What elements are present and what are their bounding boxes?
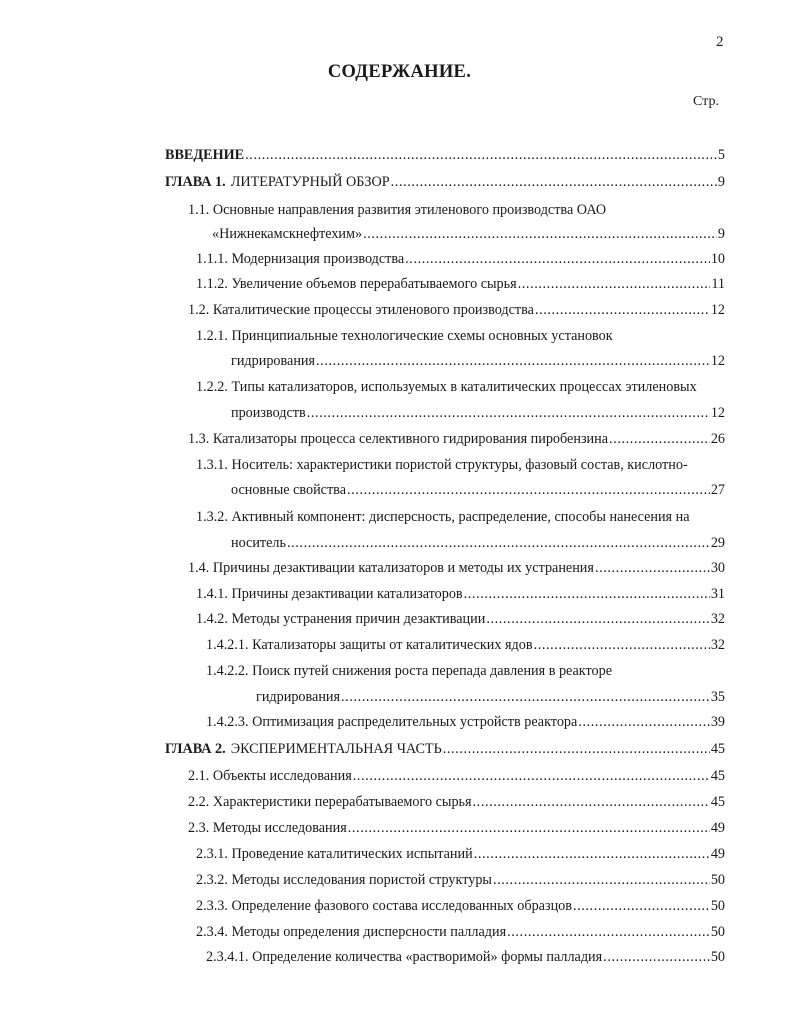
- toc-entry: [206, 711, 725, 733]
- toc-entry-number: ГЛАВА 2.: [165, 741, 226, 757]
- toc-entry-page: 32: [710, 611, 725, 627]
- leader-dots: [405, 248, 710, 270]
- leader-dots: [493, 869, 710, 891]
- toc-entry-text: 1.1.1. Модернизация производства: [196, 251, 405, 267]
- page-title: СОДЕРЖАНИЕ.: [327, 62, 472, 82]
- leader-dots: [347, 479, 710, 501]
- toc-entry-text: 1.4.1. Причины дезактивации катализаторов: [196, 586, 463, 602]
- toc-entry: [196, 583, 725, 605]
- leader-dots: [578, 711, 710, 733]
- toc-entry-page: 45: [710, 768, 725, 784]
- toc-entry-text: ЛИТЕРАТУРНЫЙ ОБЗОР: [230, 174, 390, 190]
- toc-entry-page: 12: [710, 405, 725, 421]
- toc-entry-page: 5: [717, 147, 725, 163]
- leader-dots: [287, 532, 710, 554]
- toc-entry-text: 2.3.3. Определение фазового состава исследованных образцов: [196, 898, 572, 914]
- toc-entry-page: 31: [710, 586, 725, 602]
- toc-entry: [188, 817, 725, 839]
- toc-entry-page: 39: [710, 714, 725, 730]
- toc-entry-text: 2.3.4.1. Определение количества «растворимой» формы палладия: [206, 949, 603, 965]
- toc-entry-text: 1.4. Причины дезактивации катализаторов и методы их устранения: [188, 560, 594, 576]
- leader-dots: [573, 895, 710, 917]
- toc-entry-first-line: 1.1. Основные направления развития этиленового производства ОАО: [188, 202, 607, 218]
- toc-entry: [165, 738, 725, 760]
- leader-dots: [474, 843, 710, 865]
- leader-dots: [443, 738, 710, 760]
- leader-dots: [595, 557, 710, 579]
- toc-entry: [256, 686, 725, 708]
- toc-entry-page: 50: [710, 898, 725, 914]
- page-column-label: Стр.: [693, 94, 719, 109]
- toc-entry-page: 12: [710, 302, 725, 318]
- leader-dots: [245, 144, 717, 166]
- toc-entry: [196, 273, 725, 295]
- toc-entry-page: 50: [710, 949, 725, 965]
- toc-entry-text: ЭКСПЕРИМЕНТАЛЬНАЯ ЧАСТЬ: [230, 741, 442, 757]
- toc-entry-page: 12: [710, 353, 725, 369]
- toc-entry: [188, 299, 725, 321]
- toc-entry: [196, 843, 725, 865]
- toc-entry-text: 1.2. Каталитические процессы этиленового производства: [188, 302, 534, 318]
- toc-entry: [231, 532, 725, 554]
- toc-entry-page: 10: [710, 251, 725, 267]
- toc-entry-page: 45: [710, 741, 725, 757]
- toc-entry: [196, 895, 725, 917]
- toc-entry: [196, 608, 725, 630]
- toc-entry-text: 1.3. Катализаторы процесса селективного гидрирования пиробензина: [188, 431, 609, 447]
- toc-entry-page: 50: [710, 924, 725, 940]
- toc-entry-page: 9: [717, 226, 725, 242]
- toc-entry-text: 1.4.2.1. Катализаторы защиты от каталитических ядов: [206, 637, 533, 653]
- toc-entry: [196, 869, 725, 891]
- toc-entry-page: 26: [710, 431, 725, 447]
- toc-entry-page: 32: [710, 637, 725, 653]
- toc-entry-page: 49: [710, 846, 725, 862]
- leader-dots: [609, 428, 710, 450]
- leader-dots: [507, 921, 710, 943]
- toc-entry-text: гидрирования: [256, 689, 341, 705]
- toc-entry: [165, 144, 725, 166]
- leader-dots: [603, 946, 710, 968]
- leader-dots: [363, 223, 717, 245]
- toc-entry: [206, 946, 725, 968]
- toc-entry-first-line: 1.2.1. Принципиальные технологические схемы основных установок: [196, 328, 613, 344]
- leader-dots: [316, 350, 710, 372]
- toc-entry: [206, 634, 725, 656]
- leader-dots: [486, 608, 710, 630]
- toc-entry: [165, 171, 725, 193]
- leader-dots: [341, 686, 710, 708]
- toc-entry-page: 11: [711, 276, 725, 292]
- leader-dots: [464, 583, 710, 605]
- toc-entry: [231, 350, 725, 372]
- toc-entry-page: 9: [717, 174, 725, 190]
- toc-entry-text: 2.3. Методы исследования: [188, 820, 347, 836]
- toc-entry-page: 27: [710, 482, 725, 498]
- toc-entry-page: 45: [710, 794, 725, 810]
- toc-entry-first-line: 1.3.2. Активный компонент: дисперсность, распределение, способы нанесения на: [196, 509, 690, 525]
- toc-entry-first-line: 1.3.1. Носитель: характеристики пористой структуры, фазовый состав, кислотно-: [196, 457, 688, 473]
- leader-dots: [534, 634, 710, 656]
- toc-entry-text: 2.1. Объекты исследования: [188, 768, 352, 784]
- toc-entry-text: гидрирования: [231, 353, 316, 369]
- toc-entry-text: 2.3.4. Методы определения дисперсности палладия: [196, 924, 507, 940]
- toc-entry-first-line: 1.2.2. Типы катализаторов, используемых в каталитических процессах этиленовых: [196, 379, 697, 395]
- toc-entry-page: 49: [710, 820, 725, 836]
- leader-dots: [353, 765, 710, 787]
- toc-entry-page: 35: [710, 689, 725, 705]
- toc-entry-text: 1.1.2. Увеличение объемов перерабатываемого сырья: [196, 276, 517, 292]
- toc-entry-page: 50: [710, 872, 725, 888]
- leader-dots: [518, 273, 711, 295]
- toc-entry-text: 2.2. Характеристики перерабатываемого сырья: [188, 794, 472, 810]
- toc-entry-text: «Нижнекамскнефтехим»: [212, 226, 363, 242]
- toc-entry-text: 2.3.1. Проведение каталитических испытаний: [196, 846, 473, 862]
- leader-dots: [307, 402, 710, 424]
- toc-entry: [231, 479, 725, 501]
- toc-entry-text: производств: [231, 405, 306, 421]
- toc-entry-number: ГЛАВА 1.: [165, 174, 226, 190]
- toc-entry: [188, 791, 725, 813]
- toc-entry: [212, 223, 725, 245]
- page-number: 2: [716, 34, 724, 50]
- toc-entry: [231, 402, 725, 424]
- toc-entry: [188, 557, 725, 579]
- toc-entry: [196, 921, 725, 943]
- toc-entry-text: ВВЕДЕНИЕ: [165, 147, 245, 163]
- toc-entry-first-line: 1.4.2.2. Поиск путей снижения роста перепада давления в реакторе: [206, 663, 613, 679]
- leader-dots: [535, 299, 710, 321]
- leader-dots: [348, 817, 710, 839]
- toc-entry-text: 2.3.2. Методы исследования пористой структуры: [196, 872, 492, 888]
- toc-entry-text: 1.4.2.3. Оптимизация распределительных устройств реактора: [206, 714, 578, 730]
- toc-entry-page: 30: [710, 560, 725, 576]
- leader-dots: [473, 791, 710, 813]
- toc-entry: [188, 765, 725, 787]
- toc-entry-page: 29: [710, 535, 725, 551]
- toc-entry-text: основные свойства: [231, 482, 346, 498]
- toc-entry: [188, 428, 725, 450]
- toc-entry-text: 1.4.2. Методы устранения причин дезактивации: [196, 611, 486, 627]
- leader-dots: [391, 171, 717, 193]
- toc-entry-text: носитель: [231, 535, 286, 551]
- toc-entry: [196, 248, 725, 270]
